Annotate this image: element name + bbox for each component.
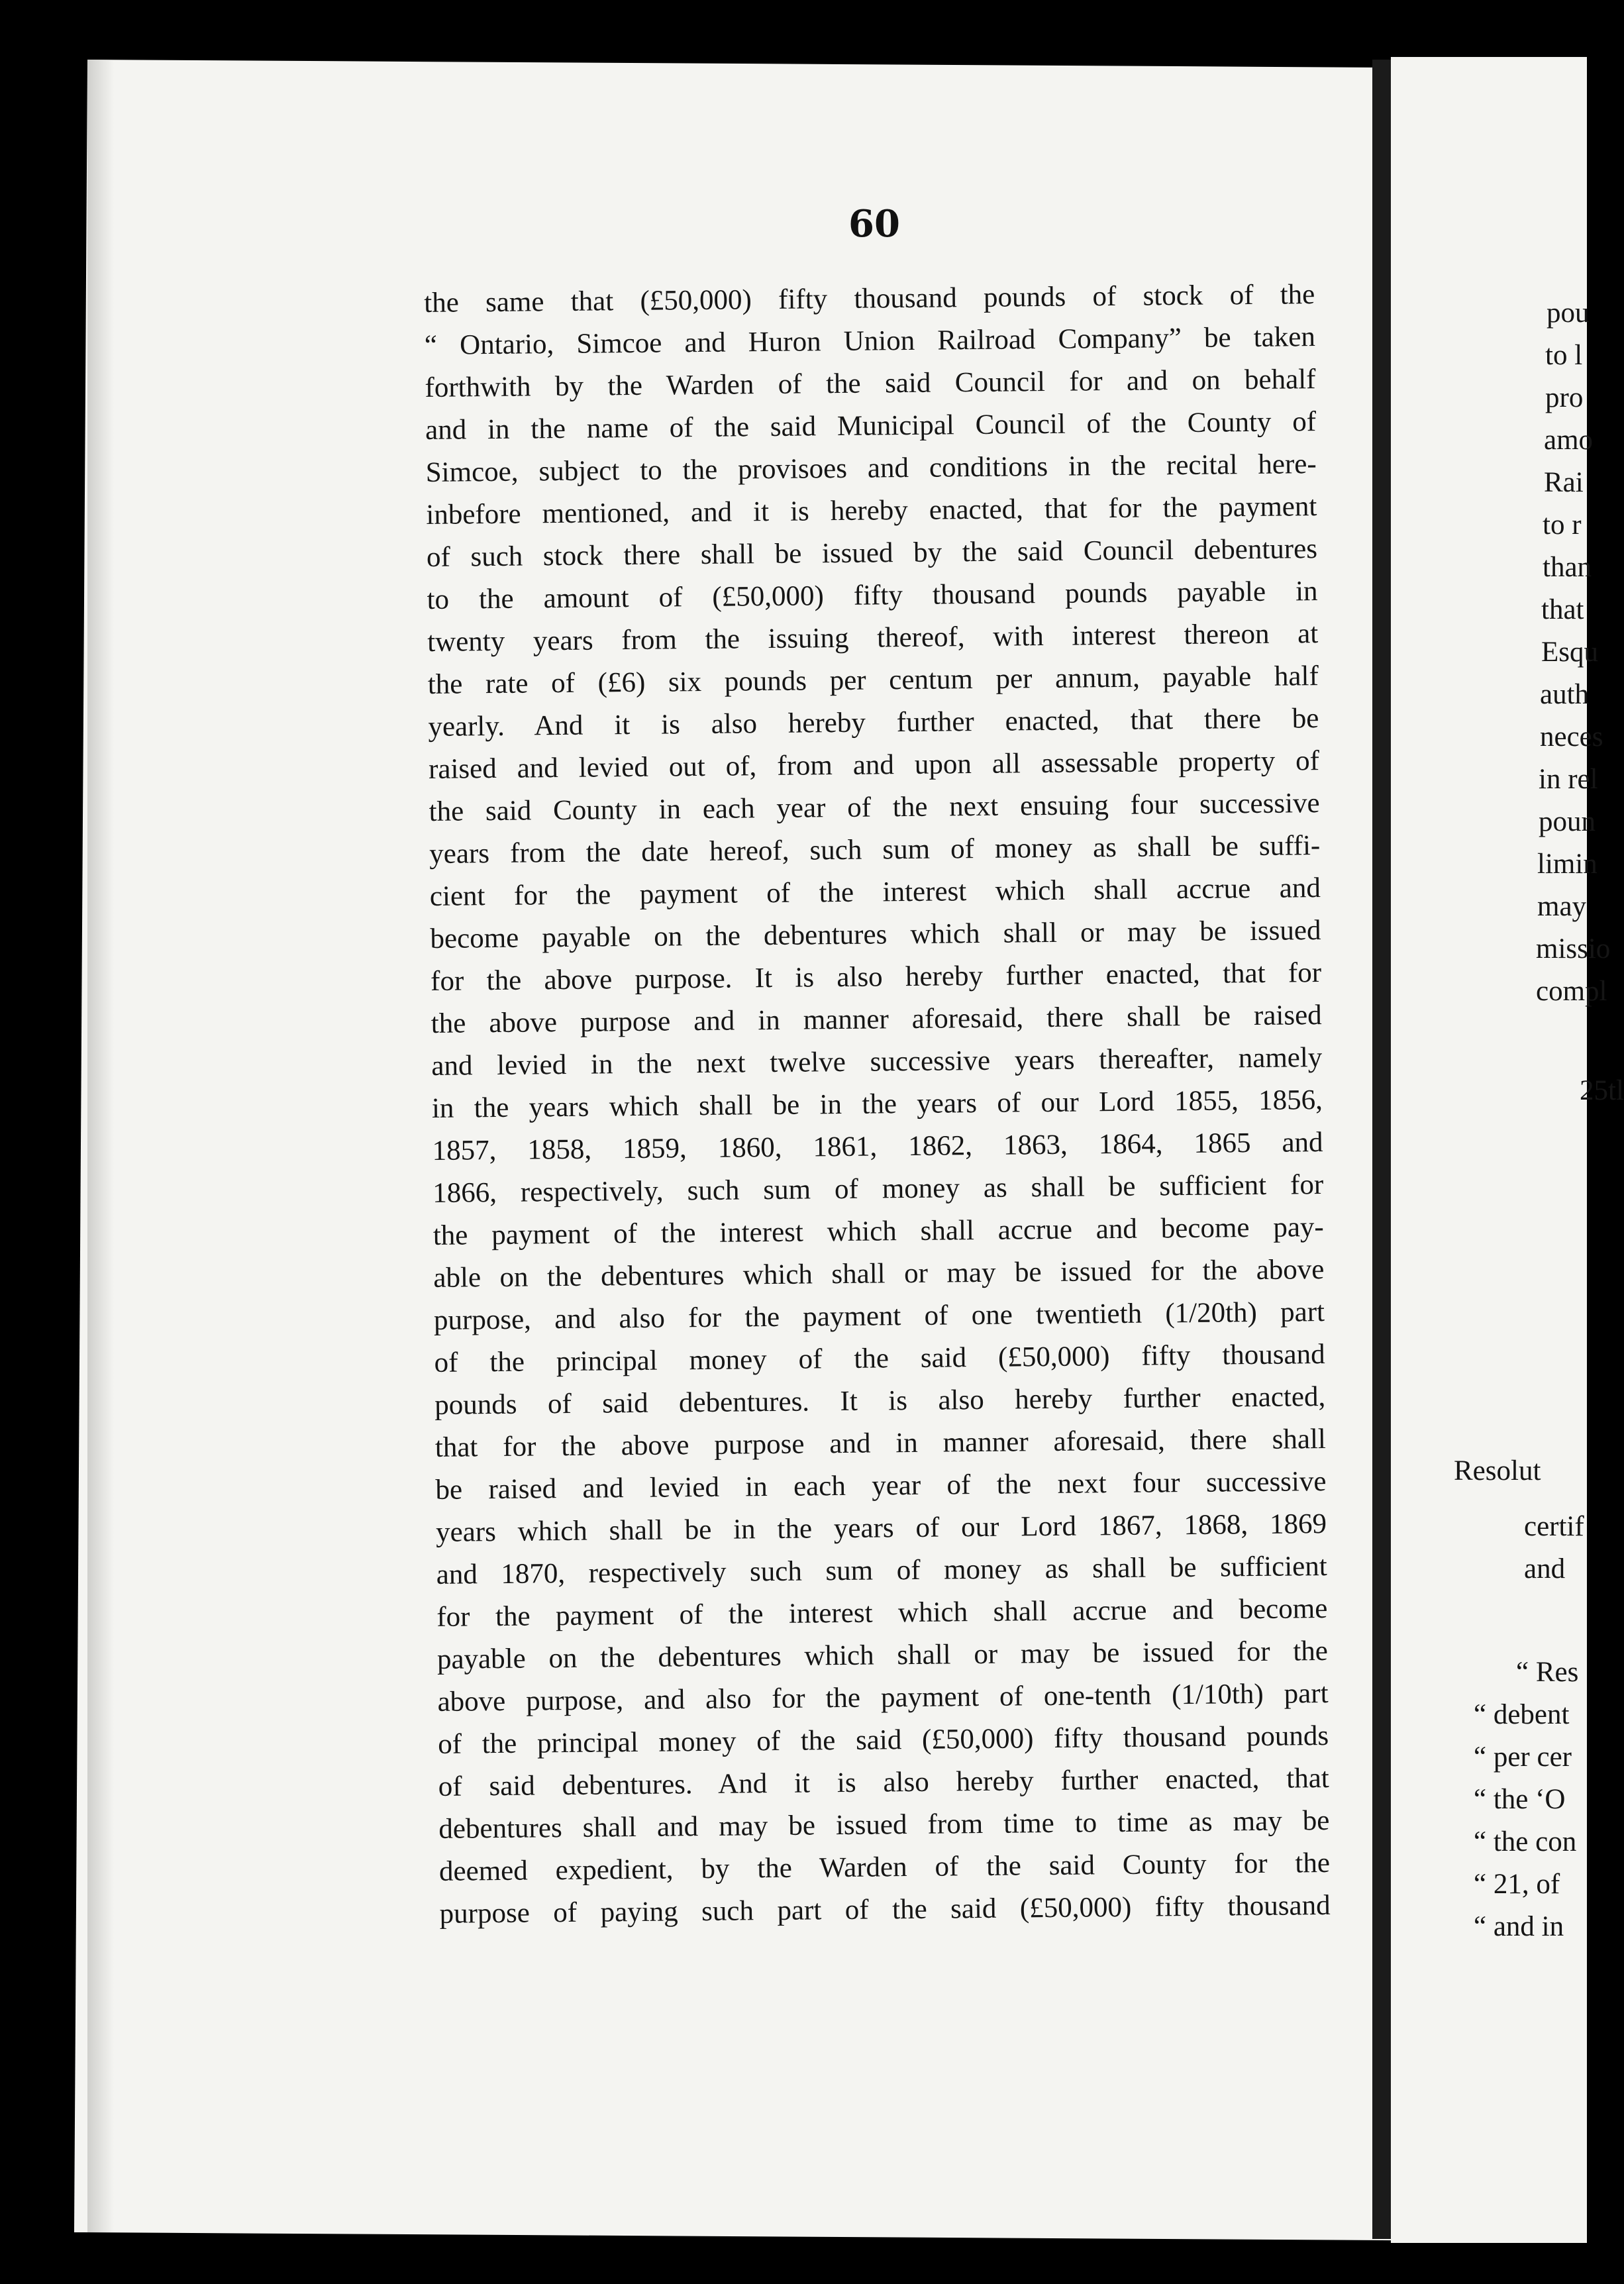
right-fragment: to l [1545, 340, 1583, 371]
body-line: of the principal money of the said (£50,000) fifty thousand [434, 1339, 1325, 1378]
body-line: to the amount of (£50,000) fifty thousand pounds payable in [427, 576, 1318, 615]
right-fragment: 25tl [1580, 1075, 1624, 1106]
right-fragment: “ debent [1474, 1699, 1570, 1730]
body-line: above purpose, and also for the payment of one-tenth (1/10th) part [437, 1677, 1329, 1718]
body-line: twenty years from the issuing thereof, with interest thereon at [427, 618, 1319, 658]
body-line: the same that (£50,000) fifty thousand pounds of stock of the [424, 279, 1315, 319]
body-line: of the principal money of the said (£50,000) fifty thousand pounds [437, 1720, 1329, 1760]
right-fragment: neces [1540, 721, 1603, 753]
body-line: become payable on the debentures which shall or may be issued [430, 915, 1321, 955]
body-line: and 1870, respectively such sum of money as shall be sufficient [436, 1551, 1327, 1590]
body-line: pounds of said debentures. It is also hereby further enacted, [434, 1381, 1326, 1421]
body-line: inbefore mentioned, and it is hereby enacted, that for the payment [426, 491, 1317, 531]
right-fragment: “ the ‘O [1474, 1784, 1566, 1815]
body-line: that for the above purpose and in manner aforesaid, there shall [434, 1424, 1327, 1463]
right-fragment: compl [1536, 976, 1607, 1007]
book-gutter [1372, 60, 1392, 2239]
body-line: of such stock there shall be issued by the said Council debentures [426, 533, 1318, 573]
body-line: the rate of (£6) six pounds per centum per annum, payable half [427, 660, 1319, 700]
right-fragment: may [1537, 891, 1587, 922]
body-line: Simcoe, subject to the provisoes and conditions in the recital here- [425, 448, 1317, 488]
right-fragment: to r [1543, 509, 1582, 541]
body-line: the said County in each year of the next ensuing four successive [429, 788, 1320, 827]
body-line: be raised and levied in each year of the next four successive [435, 1466, 1327, 1506]
right-fragment: pou [1547, 297, 1590, 329]
body-line: the above purpose and in manner aforesaid, there shall be raised [431, 1000, 1322, 1039]
right-fragment: “ Res [1516, 1657, 1579, 1688]
right-fragment: poun [1539, 806, 1596, 837]
right-fragment: pro [1545, 382, 1584, 413]
right-fragment: “ the con [1474, 1826, 1577, 1857]
body-line: years which shall be in the years of our Lord 1867, 1868, 1869 [435, 1508, 1327, 1548]
right-fragment: in rel [1539, 764, 1598, 795]
right-fragment: “ 21, of [1474, 1869, 1560, 1900]
page-number: 60 [848, 202, 900, 246]
body-line: purpose of paying such part of the said (£50,000) fifty thousand [439, 1889, 1331, 1930]
right-fragment: Resolut [1454, 1455, 1541, 1486]
body-line: 1866, respectively, such sum of money as shall be sufficient for [432, 1169, 1324, 1209]
right-fragment: amo [1544, 425, 1594, 456]
right-fragment: certif [1524, 1511, 1584, 1542]
right-fragment: Rai [1544, 467, 1584, 498]
body-line: years from the date hereof, such sum of money as shall be suffi- [429, 830, 1321, 870]
body-text [424, 274, 1331, 1936]
body-line: and levied in the next twelve successive years thereafter, namely [431, 1042, 1323, 1082]
body-line: the payment of the interest which shall accrue and become pay- [432, 1212, 1324, 1251]
right-fragment: than [1543, 552, 1592, 583]
right-fragment: auth [1540, 679, 1590, 710]
right-fragment: “ and in [1474, 1911, 1564, 1942]
body-line: forthwith by the Warden of the said Council for and on behalf [425, 364, 1316, 403]
body-line: cient for the payment of the interest which shall accrue and [429, 872, 1321, 912]
right-fragment: and [1524, 1553, 1566, 1584]
body-line: for the above purpose. It is also hereby further enacted, that for [430, 957, 1322, 997]
body-line: able on the debentures which shall or may be issued for the above [433, 1254, 1325, 1294]
body-line: raised and levied out of, from and upon all assessable property of [428, 745, 1320, 785]
body-line: yearly. And it is also hereby further enacted, that there be [428, 703, 1319, 743]
body-line: purpose, and also for the payment of one twentieth (1/20th) part [433, 1296, 1325, 1336]
body-line: 1857, 1858, 1859, 1860, 1861, 1862, 1863, 1864, 1865 and [432, 1127, 1323, 1167]
right-fragment: limin [1537, 849, 1598, 880]
left-page-edge-shadow [87, 60, 114, 2232]
body-line: deemed expedient, by the Warden of the said County for the [438, 1847, 1331, 1887]
body-line: debentures shall and may be issued from time to time as may be [438, 1804, 1330, 1845]
body-line: payable on the debentures which shall or may be issued for the [436, 1635, 1329, 1675]
right-page-text [1447, 0, 1624, 2284]
body-line: in the years which shall be in the years of our Lord 1855, 1856, [431, 1084, 1323, 1124]
body-line: for the payment of the interest which shall accrue and become [436, 1592, 1328, 1633]
right-fragment: Esqu [1541, 637, 1598, 668]
right-fragment: “ per cer [1474, 1741, 1572, 1773]
body-line: and in the name of the said Municipal Council of the County of [425, 406, 1317, 446]
right-fragment: missio [1536, 933, 1611, 964]
right-fragment: that [1541, 594, 1584, 625]
body-line: of said debentures. And it is also hereby further enacted, that [438, 1762, 1329, 1802]
body-line: “ Ontario, Simcoe and Huron Union Railroad Company” be taken [424, 321, 1316, 361]
